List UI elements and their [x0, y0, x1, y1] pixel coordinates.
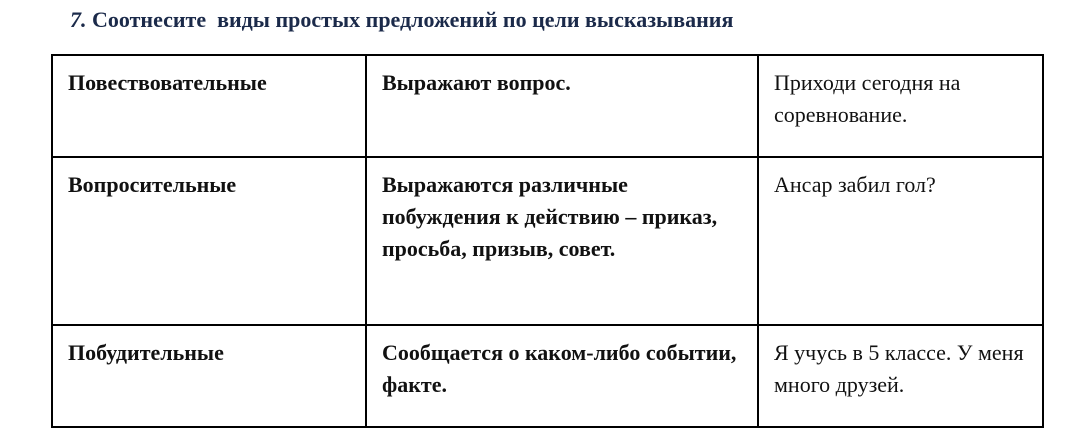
sentence-example: Ансар забил гол?: [774, 172, 936, 197]
sentence-example: Приходи сегодня на соревнование.: [774, 70, 961, 127]
example-cell: [758, 157, 1043, 325]
table-row: [52, 325, 1043, 427]
description-cell: [366, 157, 758, 325]
task-number: 7.: [70, 7, 87, 32]
sentence-type: Повествовательные: [68, 70, 267, 95]
table-row: [52, 157, 1043, 325]
description-cell: [366, 325, 758, 427]
sentence-description: Выражают вопрос.: [382, 70, 571, 95]
sentence-description: Сообщается о каком-либо событии, факте.: [382, 340, 737, 397]
task-heading: [70, 6, 733, 34]
matching-table: [51, 54, 1044, 428]
sentence-example: Я учусь в 5 классе. У меня много друзей.: [774, 340, 1024, 397]
sentence-type: Побудительные: [68, 340, 224, 365]
description-cell: [366, 55, 758, 157]
sentence-type-cell: [52, 55, 366, 157]
sentence-type-cell: [52, 157, 366, 325]
sentence-type: Вопросительные: [68, 172, 237, 197]
sentence-description: Выражаются различные побуждения к действию – приказ, просьба, призыв, совет.: [382, 172, 718, 261]
table-row: [52, 55, 1043, 157]
sentence-type-cell: [52, 325, 366, 427]
example-cell: [758, 325, 1043, 427]
example-cell: [758, 55, 1043, 157]
task-title: Соотнесите виды простых предложений по цели высказывания: [86, 7, 734, 32]
